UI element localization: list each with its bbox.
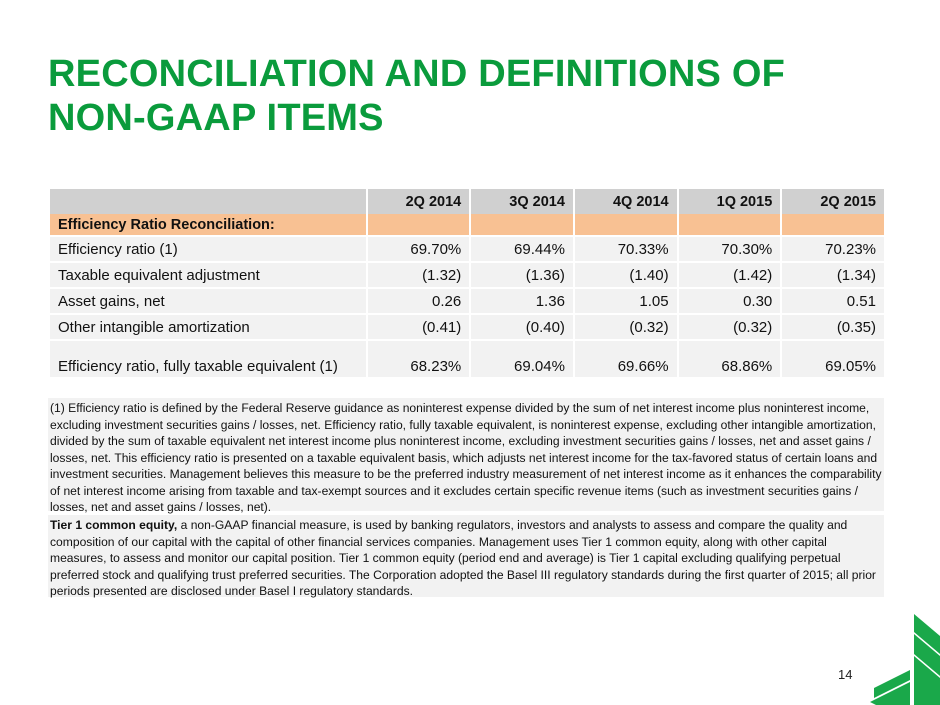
section-empty-cell [471, 214, 573, 235]
table-row [50, 235, 884, 261]
row-value: 69.04% [471, 339, 573, 377]
efficiency-reconciliation-table [48, 189, 886, 377]
column-header: 1Q 2015 [679, 189, 781, 214]
row-label: Asset gains, net [50, 287, 366, 313]
row-value: 69.66% [575, 339, 677, 377]
row-value: 1.05 [575, 287, 677, 313]
row-value: (0.32) [575, 313, 677, 339]
page-title-line-1: RECONCILIATION AND DEFINITIONS OF [48, 53, 786, 95]
efficiency-ratio-footnote-text: (1) Efficiency ratio is defined by the Federal Reserve guidance as noninterest expense divided by the sum of net interest income plus noninterest income, excluding investment securities gains / losses, net. Efficiency ratio, fully taxable equivalent, is noninterest expense, excluding other intangible amortization, divided by the sum of taxable equivalent net interest income plus noninterest income, excluding investment securities gains / losses, net and asset gains / losses, net. This efficiency ratio is presented on a taxable equivalent basis, which adjusts net interest income for the tax-favored status of certain loans and investment securities. Management believes this measure to be the preferred industry measurement of net interest income as it enhances the comparability of net interest income arising from taxable and tax-exempt sources and it excludes certain specific revenue items (such as investment securities gains / losses, net and asset gains / losses, net). [50, 401, 882, 514]
section-empty-cell [679, 214, 781, 235]
section-empty-cell [368, 214, 470, 235]
page-number: 14 [838, 667, 853, 682]
row-value: 68.23% [368, 339, 470, 377]
column-header: 3Q 2014 [471, 189, 573, 214]
column-header: 2Q 2014 [368, 189, 470, 214]
row-value: 69.44% [471, 235, 573, 261]
tier1-definition-text: a non-GAAP financial measure, is used by banking regulators, investors and analysts to assess and compare the quality and composition of our capital with the capital of other financial services companies. Management uses Tier 1 common equity, along with other capital measures, to assess and monitor our capital position. Tier 1 common equity (period end and average) is Tier 1 capital excluding qualifying perpetual preferred stock and qualifying trust preferred securities. The Corporation adopted the Basel III regulatory standards during the first quarter of 2015; all prior periods presented are disclosed under Basel I regulatory standards. [50, 518, 876, 598]
row-value: (1.36) [471, 261, 573, 287]
table-row [50, 313, 884, 339]
table-row-total [50, 339, 884, 377]
row-value: 0.26 [368, 287, 470, 313]
row-value: 69.05% [782, 339, 884, 377]
column-header: 2Q 2015 [782, 189, 884, 214]
section-label: Efficiency Ratio Reconciliation: [50, 214, 366, 235]
page-title-line-2: NON-GAAP ITEMS [48, 97, 384, 139]
row-value: (1.34) [782, 261, 884, 287]
row-value: 69.70% [368, 235, 470, 261]
tier1-term: Tier 1 common equity, [50, 518, 178, 532]
table-header-row [50, 189, 884, 214]
row-value: 1.36 [471, 287, 573, 313]
row-value: (0.32) [679, 313, 781, 339]
row-value: (1.42) [679, 261, 781, 287]
row-value: 70.23% [782, 235, 884, 261]
row-value: (1.32) [368, 261, 470, 287]
page-title [48, 52, 808, 140]
row-label: Efficiency ratio, fully taxable equivalent (1) [50, 339, 366, 377]
efficiency-ratio-footnote [48, 398, 884, 514]
table-row [50, 261, 884, 287]
section-header-row [50, 214, 884, 235]
tree-logo-icon [870, 614, 940, 705]
section-empty-cell [782, 214, 884, 235]
column-header: 4Q 2014 [575, 189, 677, 214]
row-value: 70.33% [575, 235, 677, 261]
row-value: 70.30% [679, 235, 781, 261]
row-value: (1.40) [575, 261, 677, 287]
row-label: Taxable equivalent adjustment [50, 261, 366, 287]
row-value: 0.51 [782, 287, 884, 313]
tier1-definition [48, 515, 884, 597]
row-value: (0.40) [471, 313, 573, 339]
row-label: Efficiency ratio (1) [50, 235, 366, 261]
row-value: 0.30 [679, 287, 781, 313]
row-label: Other intangible amortization [50, 313, 366, 339]
table-row [50, 287, 884, 313]
row-value: (0.41) [368, 313, 470, 339]
header-blank-cell [50, 189, 366, 214]
row-value: 68.86% [679, 339, 781, 377]
section-empty-cell [575, 214, 677, 235]
row-value: (0.35) [782, 313, 884, 339]
